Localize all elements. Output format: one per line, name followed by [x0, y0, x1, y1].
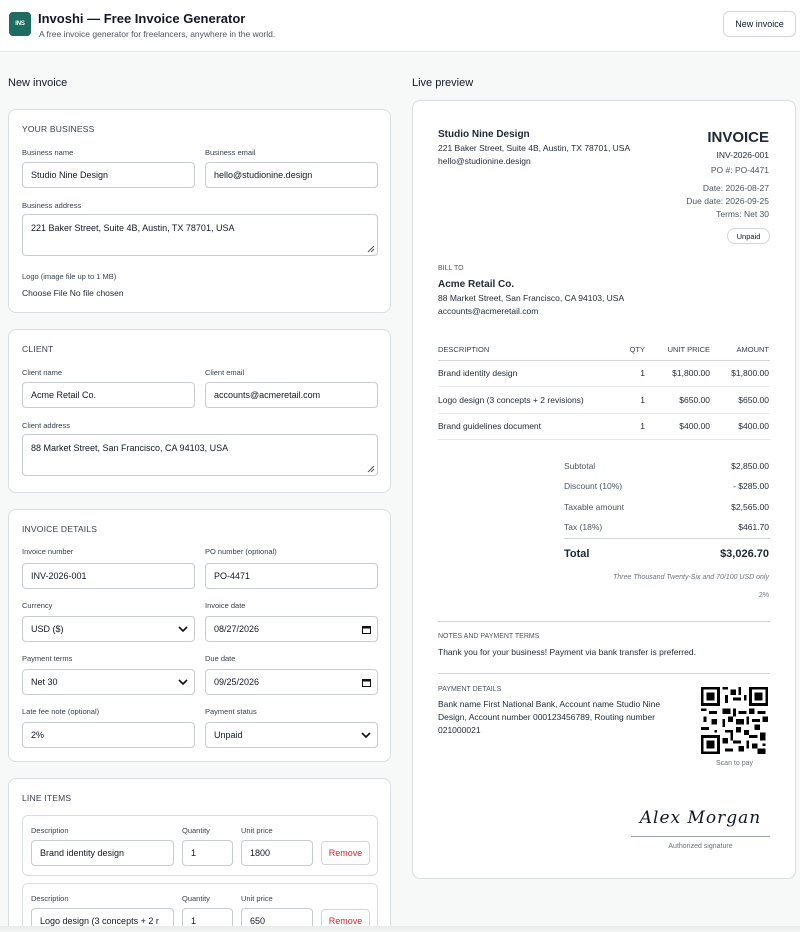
client-email-input[interactable]: accounts@acmeretail.com: [205, 382, 378, 408]
line-items-title: LINE ITEMS: [22, 793, 72, 803]
line-item: [22, 815, 378, 876]
taxable-label: Taxable amount: [564, 502, 625, 512]
item-quantity-label: Quantity: [182, 826, 210, 835]
item-description-input[interactable]: Brand identity design: [31, 840, 174, 866]
item-quantity-label: Quantity: [182, 894, 210, 903]
business-address-value: 221 Baker Street, Suite 4B, Austin, TX 78701, USA: [31, 223, 235, 233]
notes-divider: [438, 621, 770, 622]
payment-terms-value: Net 30: [31, 677, 58, 687]
client-card-title: CLIENT: [22, 344, 54, 354]
bill-to-email: accounts@acmeretail.com: [438, 306, 539, 316]
payment-status-value: Unpaid: [214, 730, 243, 740]
payment-details-line: Bank name First National Bank, Account name Studio Nine: [438, 699, 661, 709]
preview-from-address: 221 Baker Street, Suite 4B, Austin, TX 78701, USA: [438, 143, 631, 153]
item-unit-price-input[interactable]: 1800: [241, 840, 313, 866]
notes-text: Thank you for your business! Payment via bank transfer is preferred.: [438, 647, 696, 657]
calendar-icon[interactable]: [362, 678, 371, 687]
status-badge: Unpaid: [727, 228, 770, 244]
business-card-title: YOUR BUSINESS: [22, 124, 95, 134]
item-description-input[interactable]: Logo design (3 concepts + 2 r: [31, 908, 174, 932]
business-name-label: Business name: [22, 148, 74, 157]
signature-image: Alex Morgan: [639, 808, 762, 828]
preview-due-date: Due date: 2026-09-25: [686, 196, 769, 206]
choose-file-button[interactable]: Choose File: [22, 288, 68, 298]
row-qty: 1: [640, 368, 645, 378]
th-unit-price: UNIT PRICE: [667, 345, 710, 354]
payment-terms-select[interactable]: [22, 669, 195, 695]
row-divider: [438, 386, 770, 387]
business-address-label: Business address: [22, 201, 82, 210]
invoice-details-card: [8, 509, 391, 762]
resize-grip-icon[interactable]: [367, 465, 375, 473]
tax-label: Tax (18%): [564, 522, 603, 532]
row-unit-price: $650.00: [679, 395, 710, 405]
amount-in-words: Three Thousand Twenty-Six and 70/100 USD only: [613, 574, 769, 581]
currency-select[interactable]: [22, 616, 195, 642]
currency-value: USD ($): [31, 624, 64, 634]
business-name-input[interactable]: Studio Nine Design: [22, 162, 195, 188]
item-description-label: Description: [31, 826, 69, 835]
payment-details-label: PAYMENT DETAILS: [438, 686, 502, 693]
discount-label: Discount (10%): [564, 481, 623, 491]
client-name-label: Client name: [22, 368, 63, 377]
logo-file-input[interactable]: [22, 288, 124, 298]
bill-to-address: 88 Market Street, San Francisco, CA 94103, USA: [438, 293, 625, 303]
item-unit-price-label: Unit price: [241, 826, 273, 835]
bill-to-label: BILL TO: [438, 265, 464, 272]
invoice-number-input[interactable]: INV-2026-001: [22, 563, 195, 589]
payment-status-select[interactable]: [205, 722, 378, 748]
item-unit-price-input[interactable]: 650: [241, 908, 313, 932]
late-fee-input[interactable]: 2%: [22, 722, 195, 748]
payment-divider: [438, 673, 770, 674]
payment-status-label: Payment status: [205, 707, 257, 716]
app-subtitle: A free invoice generator for freelancers, anywhere in the world.: [39, 29, 276, 39]
form-section-title: New invoice: [8, 77, 68, 89]
discount-value: - $285.00: [733, 481, 769, 491]
preview-invoice-number: INV-2026-001: [716, 150, 769, 160]
row-unit-price: $400.00: [679, 421, 710, 431]
business-email-input[interactable]: hello@studionine.design: [205, 162, 378, 188]
item-quantity-input[interactable]: 1: [182, 908, 233, 932]
item-unit-price-label: Unit price: [241, 894, 273, 903]
chevron-down-icon: [178, 677, 188, 687]
app-title: Invoshi — Free Invoice Generator: [38, 11, 246, 26]
invoice-date-input[interactable]: [205, 616, 378, 642]
row-divider: [438, 413, 770, 414]
invoice-preview: [412, 100, 796, 879]
line-items-card: [8, 778, 391, 932]
row-qty: 1: [640, 421, 645, 431]
signature-line: [631, 836, 770, 837]
client-email-label: Client email: [205, 368, 245, 377]
new-invoice-button[interactable]: New invoice: [723, 11, 796, 37]
late-fee-note: 2%: [758, 592, 769, 599]
preview-from-email: hello@studionine.design: [438, 156, 531, 166]
due-date-label: Due date: [205, 654, 236, 663]
payment-details-line: Design, Account number 000123456789, Routing number: [438, 712, 655, 722]
scan-to-pay-caption: Scan to pay: [716, 760, 753, 767]
bill-to-name: Acme Retail Co.: [438, 279, 515, 290]
taxable-value: $2,565.00: [731, 502, 769, 512]
invoice-number-label: Invoice number: [22, 547, 74, 556]
business-card: [8, 109, 391, 313]
late-fee-label: Late fee note (optional): [22, 707, 100, 716]
row-description: Brand identity design: [438, 368, 518, 378]
th-qty: QTY: [629, 345, 645, 354]
business-email-label: Business email: [205, 148, 256, 157]
row-amount: $400.00: [738, 421, 769, 431]
invoice-date-value: 08/27/2026: [214, 624, 260, 634]
row-amount: $650.00: [738, 395, 769, 405]
line-item: [22, 883, 378, 932]
app-header: [0, 0, 800, 52]
po-number-input[interactable]: PO-4471: [205, 563, 378, 589]
total-label: Total: [564, 548, 590, 560]
remove-item-button[interactable]: Remove: [321, 909, 370, 932]
subtotal-label: Subtotal: [564, 461, 596, 471]
item-description-label: Description: [31, 894, 69, 903]
total-value: $3,026.70: [720, 548, 769, 560]
client-name-input[interactable]: Acme Retail Co.: [22, 382, 195, 408]
preview-section-title: Live preview: [412, 77, 474, 89]
client-address-label: Client address: [22, 421, 70, 430]
row-description: Logo design (3 concepts + 2 revisions): [438, 395, 584, 405]
preview-date: Date: 2026-08-27: [702, 183, 769, 193]
calendar-icon[interactable]: [362, 625, 371, 634]
resize-grip-icon[interactable]: [367, 245, 375, 253]
currency-label: Currency: [22, 601, 53, 610]
th-description: DESCRIPTION: [438, 345, 490, 354]
subtotal-value: $2,850.00: [731, 461, 769, 471]
preview-from-name: Studio Nine Design: [438, 129, 530, 140]
item-quantity-input[interactable]: 1: [182, 840, 233, 866]
preview-po: PO #: PO-4471: [710, 165, 769, 175]
chevron-down-icon: [361, 730, 371, 740]
row-qty: 1: [640, 395, 645, 405]
signature-label: Authorized signature: [668, 843, 733, 850]
th-amount: AMOUNT: [736, 345, 769, 354]
logo-upload-label: Logo (image file up to 1 MB): [22, 272, 117, 281]
no-file-text: No file chosen: [69, 288, 124, 298]
row-divider: [438, 439, 770, 440]
invoice-details-title: INVOICE DETAILS: [22, 524, 98, 534]
totals-divider: [564, 538, 770, 539]
invoice-date-label: Invoice date: [205, 601, 246, 610]
client-card: [8, 329, 391, 493]
chevron-down-icon: [178, 624, 188, 634]
viewport-bottom-edge: [0, 926, 800, 932]
app-logo: INS: [9, 12, 31, 36]
payment-terms-label: Payment terms: [22, 654, 73, 663]
business-address-textarea[interactable]: [22, 214, 378, 256]
due-date-input[interactable]: [205, 669, 378, 695]
row-amount: $1,800.00: [731, 368, 769, 378]
preview-terms: Terms: Net 30: [716, 209, 769, 219]
row-description: Brand guidelines document: [438, 421, 542, 431]
due-date-value: 09/25/2026: [214, 677, 260, 687]
payment-qr-code: [701, 687, 768, 754]
tax-value: $461.70: [738, 522, 769, 532]
po-number-label: PO number (optional): [205, 547, 277, 556]
notes-label: NOTES AND PAYMENT TERMS: [438, 633, 540, 640]
invoice-heading: INVOICE: [707, 129, 769, 146]
table-header-divider: [438, 360, 770, 361]
remove-item-button[interactable]: Remove: [321, 841, 370, 865]
client-address-value: 88 Market Street, San Francisco, CA 94103, USA: [31, 443, 229, 453]
client-address-textarea[interactable]: [22, 434, 378, 476]
payment-details-line: 021000021: [438, 725, 481, 735]
row-unit-price: $1,800.00: [672, 368, 710, 378]
